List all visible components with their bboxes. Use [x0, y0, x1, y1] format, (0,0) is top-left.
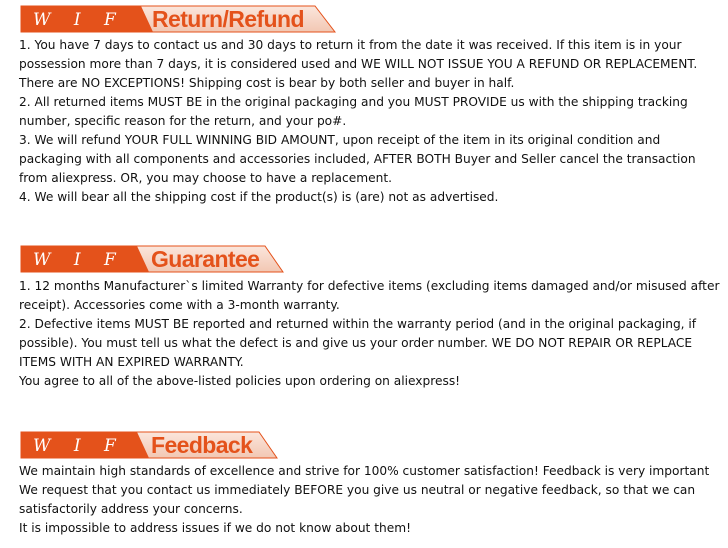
paragraph-line: 1. 12 months Manufacturer`s limited Warranty for defective items (excluding items damaged and/or misused after receipt). Accessories come with a 3-month warranty. — [19, 279, 720, 312]
guarantee-text — [19, 277, 721, 391]
paragraph-line: You agree to all of the above-listed policies upon ordering on aliexpress! — [19, 374, 461, 388]
paragraph-line: 2. Defective items MUST BE reported and returned within the warranty period (and in the original packaging, if possible). You must tell us what the defect is and give us your order number. WE DO NOT REPAIR OR REPLACE ITEMS WITH AN EXPIRED WARRANTY. — [19, 317, 697, 369]
return-refund-banner — [19, 4, 339, 34]
feedback-banner — [19, 430, 281, 460]
logo-text: W I F — [33, 10, 125, 30]
paragraph-line: We maintain high standards of excellence and strive for 100% customer satisfaction! Feedback is very important We request that you contact us immediately BEFORE you give us neutral or negative feedback, so that we can satisfactorily address your concerns. — [19, 464, 710, 516]
paragraph-line: 2. All returned items MUST BE in the original packaging and you MUST PROVIDE us with the shipping tracking number, specific reason for the return, and your po#. — [19, 95, 688, 128]
section-title: Feedback — [151, 432, 253, 458]
feedback-text — [19, 462, 721, 538]
paragraph-line: 1. You have 7 days to contact us and 30 days to return it from the date it was received. If this item is in your possession more than 7 days, it is considered used and WE WILL NOT ISSUE YOU A REFUND OR REPLACEMENT. There are NO EXCEPTIONS! Shipping cost is bear by both seller and buyer in half. — [19, 38, 698, 90]
logo-text: W I F — [33, 250, 125, 270]
paragraph-line: 4. We will bear all the shipping cost if the product(s) is (are) not as advertised. — [19, 190, 499, 204]
section-title: Guarantee — [151, 246, 260, 272]
section-title: Return/Refund — [152, 6, 304, 32]
return-refund-text — [19, 36, 721, 207]
paragraph-line: It is impossible to address issues if we do not know about them! — [19, 521, 411, 535]
logo-text: W I F — [33, 436, 125, 456]
guarantee-banner — [19, 244, 287, 274]
paragraph-line: 3. We will refund YOUR FULL WINNING BID AMOUNT, upon receipt of the item in its original condition and packaging with all components and accessories included, AFTER BOTH Buyer and Seller cancel the transaction from aliexpress. OR, you may choose to have a replacement. — [19, 133, 696, 185]
